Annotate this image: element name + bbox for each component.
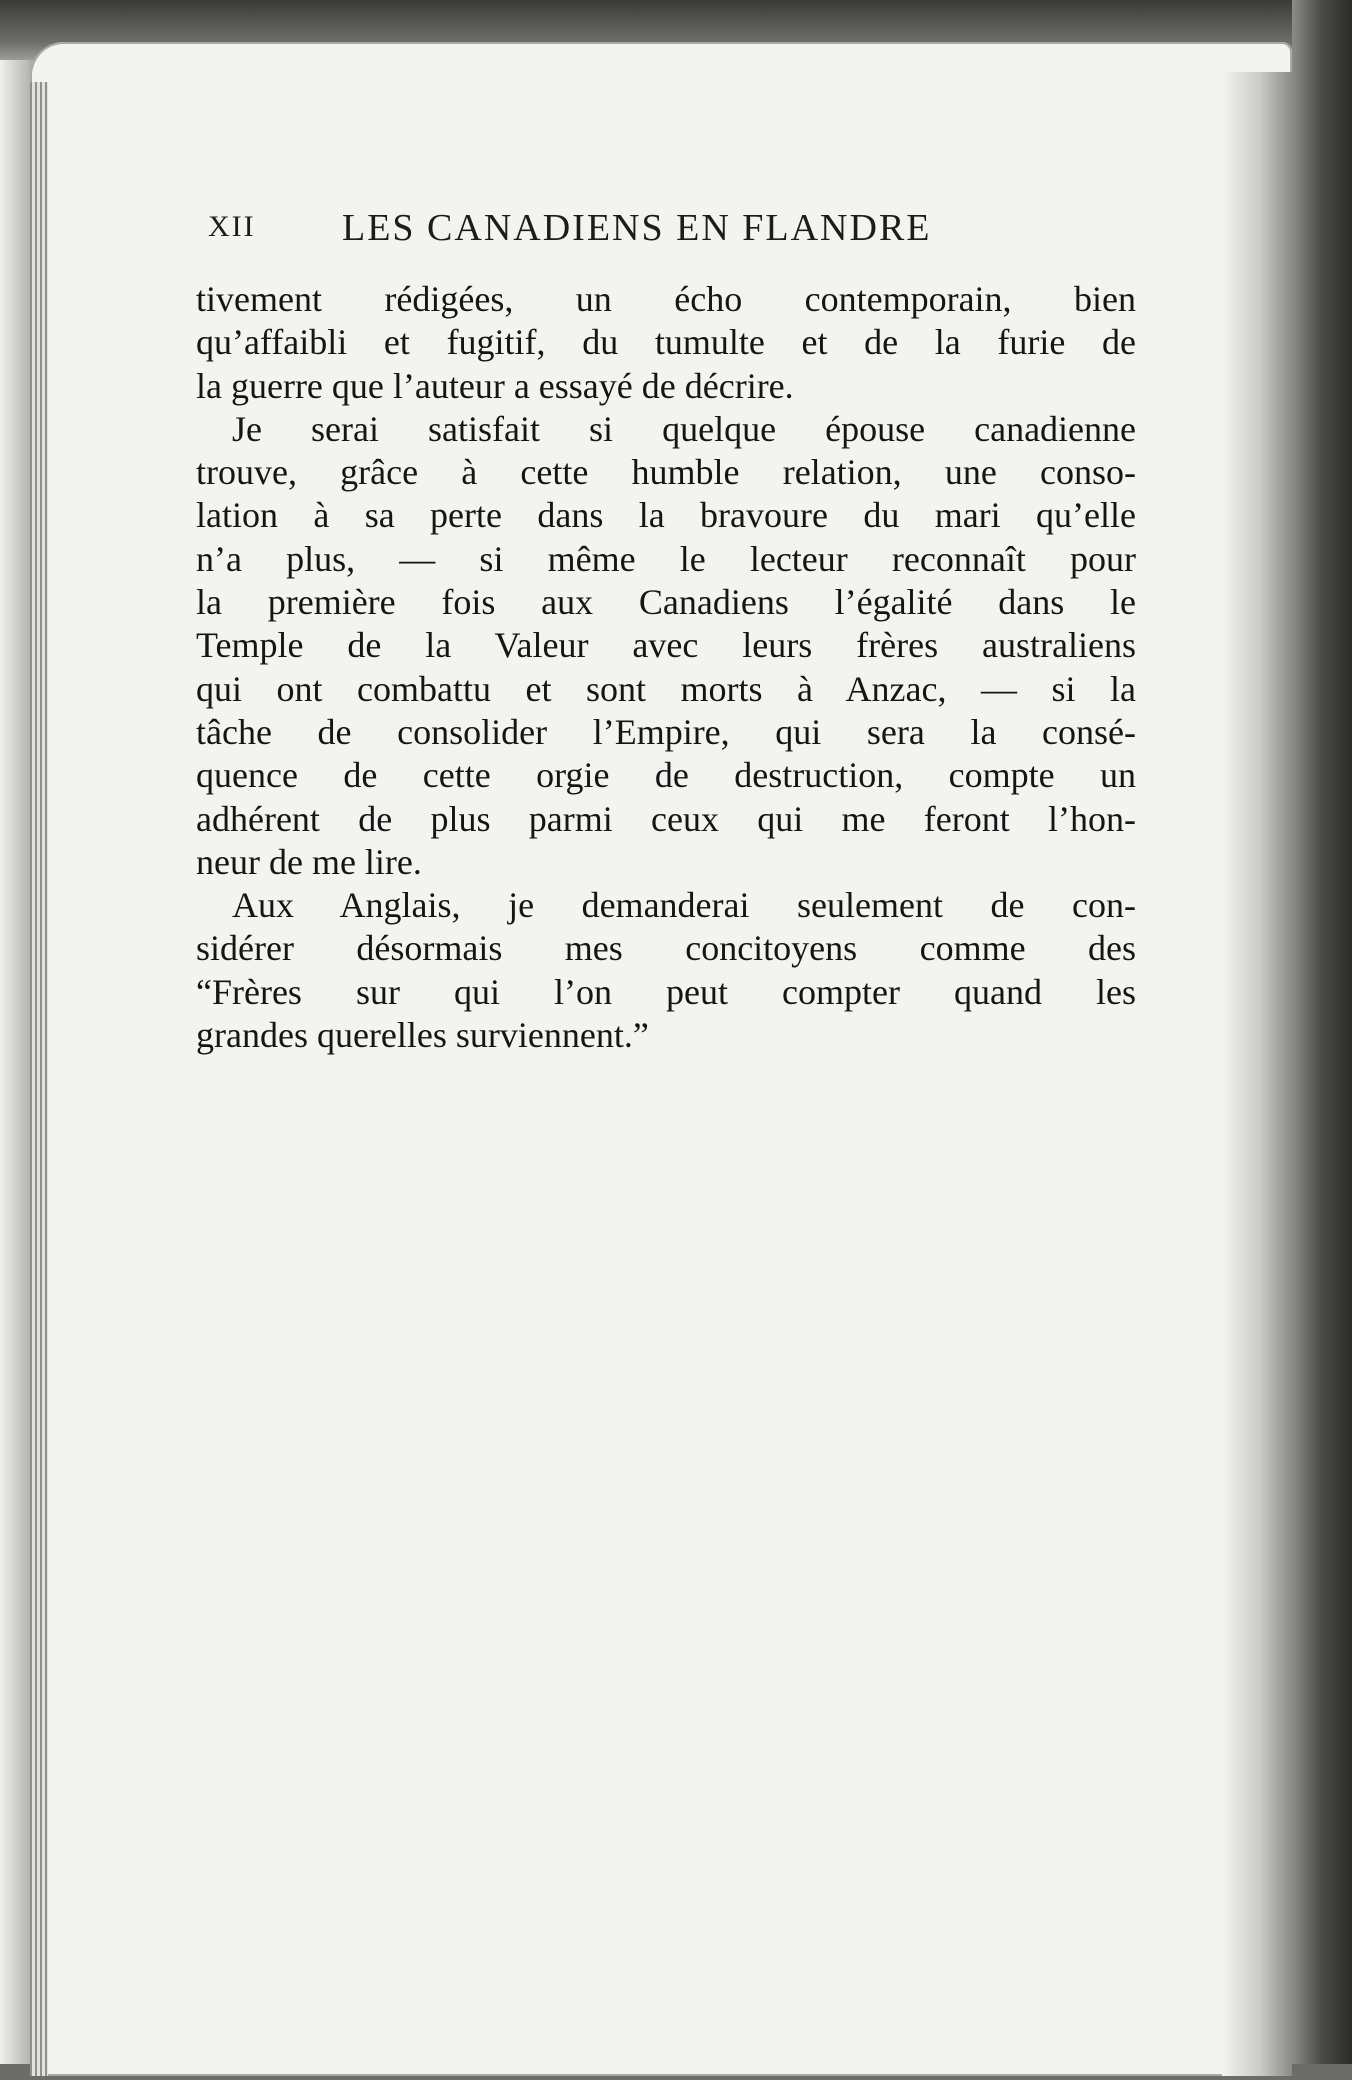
- text-line: lation à sa perte dans la bravoure du mari qu’elle: [196, 495, 1136, 536]
- text-line: la première fois aux Canadiens l’égalité dans le: [196, 582, 1136, 623]
- text-line: qu’affaibli et fugitif, du tumulte et de la furie de: [196, 322, 1136, 363]
- page-gutter-shadow: [1222, 72, 1292, 2076]
- text-line: Je serai satisfait si quelque épouse canadienne: [232, 408, 1136, 449]
- text-line: neur de me lire.: [196, 841, 422, 882]
- text-line: grandes querelles surviennent.”: [196, 1015, 649, 1056]
- text-line: tivement rédigées, un écho contemporain, bien: [196, 279, 1136, 319]
- text-line: qui ont combattu et sont morts à Anzac, — si la: [196, 668, 1136, 709]
- page-stack-edge: [30, 82, 48, 2076]
- text-line: adhérent de plus parmi ceux qui me feront l’hon-: [196, 798, 1136, 839]
- running-head-title: LES CANADIENS EN FLANDRE: [342, 207, 932, 249]
- text-line: quence de cette orgie de destruction, compte un: [196, 755, 1136, 796]
- running-head: [208, 206, 1028, 254]
- text-line: tâche de consolider l’Empire, qui sera la consé-: [196, 711, 1136, 752]
- text-line: Aux Anglais, je demanderai seulement de con-: [232, 885, 1136, 926]
- text-line: n’a plus, — si même le lecteur reconnaît pour: [196, 538, 1136, 579]
- text-line: la guerre que l’auteur a essayé de décrire.: [196, 365, 794, 406]
- scan-background-right: [1292, 0, 1352, 2080]
- text-line: sidérer désormais mes concitoyens comme des: [196, 928, 1136, 969]
- body-text: [196, 278, 1136, 1057]
- text-line: “Frères sur qui l’on peut compter quand les: [196, 971, 1136, 1012]
- text-line: Temple de la Valeur avec leurs frères australiens: [196, 625, 1136, 666]
- text-line: trouve, grâce à cette humble relation, une conso-: [196, 452, 1136, 493]
- page-number: XII: [208, 210, 256, 243]
